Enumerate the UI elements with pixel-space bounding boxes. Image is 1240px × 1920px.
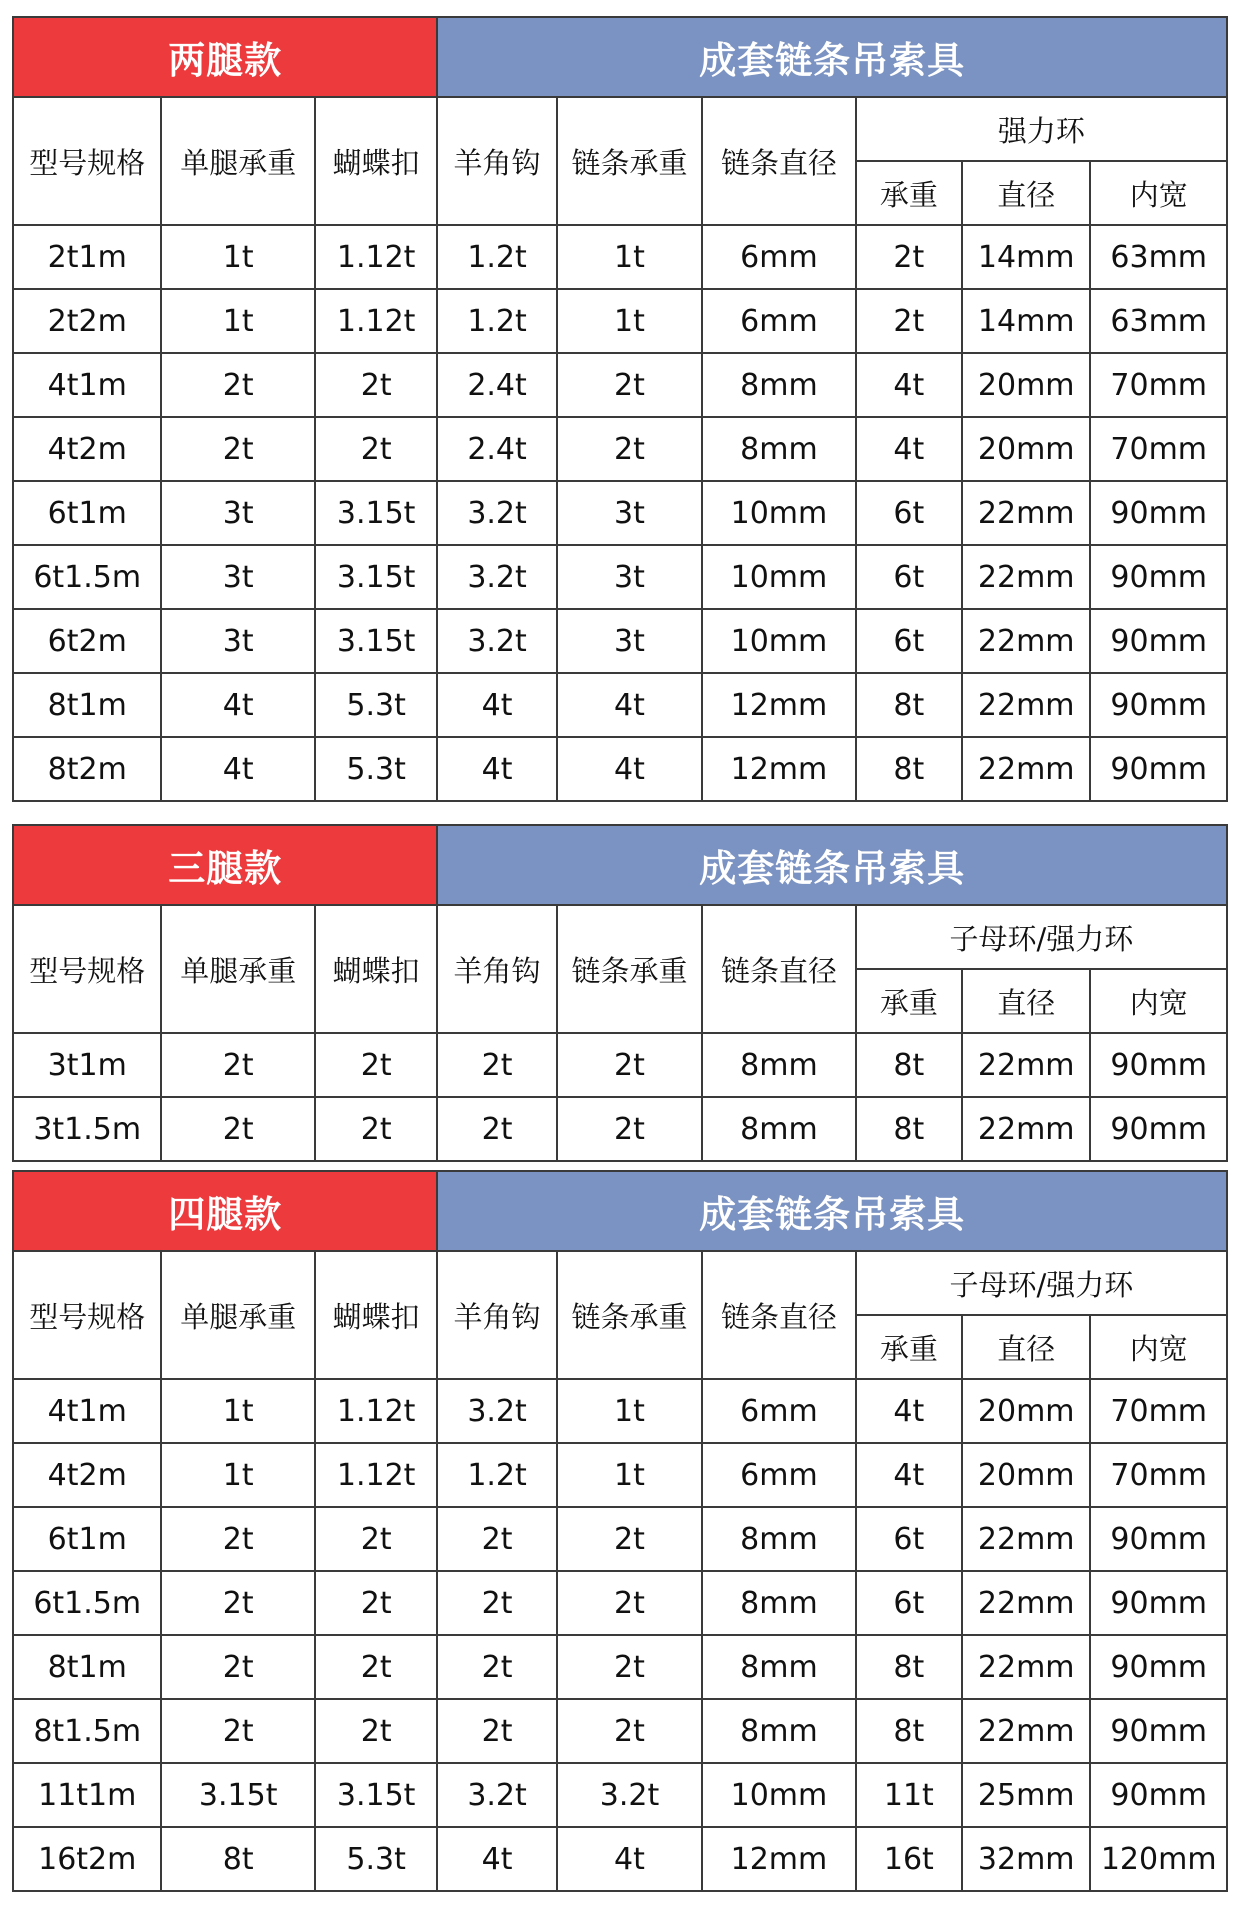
header-turnbuckle: 蝴蝶扣: [315, 1251, 437, 1379]
cell-ring-inner-width: 120mm: [1090, 1827, 1227, 1891]
cell-ring-load: 8t: [856, 1699, 962, 1763]
cell-single-leg-load: 1t: [161, 225, 314, 289]
section-subtitle: 成套链条吊索具: [437, 825, 1227, 905]
header-row: [13, 97, 1227, 161]
cell-chain-load: 2t: [557, 1097, 702, 1161]
cell-hook: 2.4t: [437, 417, 556, 481]
cell-ring-load: 8t: [856, 1635, 962, 1699]
cell-model: 8t1m: [13, 1635, 161, 1699]
cell-hook: 4t: [437, 673, 556, 737]
cell-model: 6t1m: [13, 481, 161, 545]
header-hook: 羊角钩: [437, 1251, 556, 1379]
cell-ring-load: 4t: [856, 353, 962, 417]
cell-ring-diameter: 20mm: [962, 417, 1090, 481]
cell-single-leg-load: 4t: [161, 673, 314, 737]
cell-model: 6t1.5m: [13, 545, 161, 609]
cell-hook: 2.4t: [437, 353, 556, 417]
table-row: [13, 225, 1227, 289]
cell-single-leg-load: 2t: [161, 1571, 314, 1635]
table-row: [13, 1443, 1227, 1507]
header-model: 型号规格: [13, 1251, 161, 1379]
cell-chain-diameter: 6mm: [702, 1443, 855, 1507]
cell-ring-load: 8t: [856, 1033, 962, 1097]
table-row: [13, 609, 1227, 673]
cell-model: 4t2m: [13, 1443, 161, 1507]
cell-turnbuckle: 5.3t: [315, 737, 437, 801]
cell-chain-diameter: 6mm: [702, 1379, 855, 1443]
cell-chain-load: 3t: [557, 481, 702, 545]
cell-chain-diameter: 8mm: [702, 1033, 855, 1097]
cell-turnbuckle: 3.15t: [315, 1763, 437, 1827]
table-row: [13, 1699, 1227, 1763]
header-chain-load: 链条承重: [557, 1251, 702, 1379]
cell-chain-load: 4t: [557, 1827, 702, 1891]
header-chain-diameter: 链条直径: [702, 905, 855, 1033]
table-row: [13, 1033, 1227, 1097]
title-row: [13, 1171, 1227, 1251]
cell-chain-load: 2t: [557, 417, 702, 481]
cell-single-leg-load: 3t: [161, 609, 314, 673]
cell-single-leg-load: 1t: [161, 289, 314, 353]
cell-turnbuckle: 1.12t: [315, 1443, 437, 1507]
cell-single-leg-load: 1t: [161, 1443, 314, 1507]
cell-model: 4t1m: [13, 1379, 161, 1443]
cell-chain-diameter: 6mm: [702, 289, 855, 353]
cell-turnbuckle: 2t: [315, 417, 437, 481]
header-ring-group: 子母环/强力环: [856, 1251, 1227, 1315]
table-row: [13, 1763, 1227, 1827]
cell-model: 6t2m: [13, 609, 161, 673]
cell-hook: 2t: [437, 1635, 556, 1699]
cell-ring-inner-width: 90mm: [1090, 481, 1227, 545]
cell-chain-load: 2t: [557, 353, 702, 417]
title-row: [13, 17, 1227, 97]
cell-single-leg-load: 3.15t: [161, 1763, 314, 1827]
cell-chain-diameter: 12mm: [702, 673, 855, 737]
cell-ring-inner-width: 70mm: [1090, 353, 1227, 417]
cell-ring-inner-width: 90mm: [1090, 1033, 1227, 1097]
cell-turnbuckle: 5.3t: [315, 1827, 437, 1891]
cell-ring-inner-width: 90mm: [1090, 609, 1227, 673]
cell-ring-diameter: 14mm: [962, 225, 1090, 289]
cell-chain-load: 1t: [557, 225, 702, 289]
table-row: [13, 417, 1227, 481]
cell-model: 3t1.5m: [13, 1097, 161, 1161]
cell-single-leg-load: 2t: [161, 1699, 314, 1763]
table-row: [13, 481, 1227, 545]
cell-ring-diameter: 22mm: [962, 481, 1090, 545]
cell-ring-load: 6t: [856, 545, 962, 609]
cell-chain-diameter: 10mm: [702, 1763, 855, 1827]
cell-ring-inner-width: 63mm: [1090, 289, 1227, 353]
cell-single-leg-load: 2t: [161, 417, 314, 481]
cell-ring-diameter: 32mm: [962, 1827, 1090, 1891]
header-single-leg-load: 单腿承重: [161, 1251, 314, 1379]
header-single-leg-load: 单腿承重: [161, 97, 314, 225]
cell-chain-diameter: 12mm: [702, 1827, 855, 1891]
cell-ring-inner-width: 90mm: [1090, 545, 1227, 609]
cell-hook: 2t: [437, 1507, 556, 1571]
cell-ring-inner-width: 90mm: [1090, 737, 1227, 801]
header-ring-diameter: 直径: [962, 969, 1090, 1033]
cell-ring-inner-width: 90mm: [1090, 1699, 1227, 1763]
cell-ring-diameter: 22mm: [962, 1699, 1090, 1763]
cell-turnbuckle: 2t: [315, 1699, 437, 1763]
cell-ring-diameter: 22mm: [962, 737, 1090, 801]
cell-ring-diameter: 14mm: [962, 289, 1090, 353]
section-subtitle: 成套链条吊索具: [437, 1171, 1227, 1251]
header-ring-inner-width: 内宽: [1090, 161, 1227, 225]
cell-chain-load: 2t: [557, 1033, 702, 1097]
cell-single-leg-load: 2t: [161, 1507, 314, 1571]
cell-ring-diameter: 22mm: [962, 673, 1090, 737]
cell-hook: 2t: [437, 1699, 556, 1763]
cell-ring-diameter: 22mm: [962, 1571, 1090, 1635]
cell-chain-diameter: 6mm: [702, 225, 855, 289]
cell-ring-inner-width: 70mm: [1090, 417, 1227, 481]
cell-single-leg-load: 4t: [161, 737, 314, 801]
spec-table: [12, 1170, 1228, 1892]
cell-hook: 1.2t: [437, 225, 556, 289]
cell-chain-load: 1t: [557, 1443, 702, 1507]
cell-ring-diameter: 20mm: [962, 353, 1090, 417]
header-ring-diameter: 直径: [962, 1315, 1090, 1379]
cell-model: 3t1m: [13, 1033, 161, 1097]
cell-single-leg-load: 3t: [161, 481, 314, 545]
header-row: [13, 1251, 1227, 1315]
header-ring-inner-width: 内宽: [1090, 969, 1227, 1033]
cell-turnbuckle: 2t: [315, 1507, 437, 1571]
cell-ring-load: 6t: [856, 609, 962, 673]
cell-chain-diameter: 8mm: [702, 1507, 855, 1571]
cell-ring-diameter: 25mm: [962, 1763, 1090, 1827]
cell-ring-diameter: 20mm: [962, 1443, 1090, 1507]
table-row: [13, 353, 1227, 417]
cell-turnbuckle: 2t: [315, 1033, 437, 1097]
cell-hook: 4t: [437, 737, 556, 801]
cell-chain-diameter: 12mm: [702, 737, 855, 801]
cell-ring-diameter: 22mm: [962, 609, 1090, 673]
cell-hook: 3.2t: [437, 545, 556, 609]
cell-chain-diameter: 8mm: [702, 1097, 855, 1161]
cell-ring-diameter: 22mm: [962, 1097, 1090, 1161]
header-model: 型号规格: [13, 905, 161, 1033]
cell-model: 16t2m: [13, 1827, 161, 1891]
cell-hook: 3.2t: [437, 481, 556, 545]
cell-chain-diameter: 8mm: [702, 417, 855, 481]
cell-model: 2t2m: [13, 289, 161, 353]
table-row: [13, 1635, 1227, 1699]
cell-hook: 3.2t: [437, 1763, 556, 1827]
cell-model: 8t1.5m: [13, 1699, 161, 1763]
cell-ring-inner-width: 90mm: [1090, 1097, 1227, 1161]
cell-single-leg-load: 8t: [161, 1827, 314, 1891]
cell-chain-load: 3t: [557, 545, 702, 609]
section-title: 两腿款: [13, 17, 437, 97]
cell-turnbuckle: 3.15t: [315, 545, 437, 609]
cell-chain-load: 1t: [557, 289, 702, 353]
header-ring-load: 承重: [856, 161, 962, 225]
cell-ring-diameter: 22mm: [962, 1635, 1090, 1699]
cell-hook: 2t: [437, 1097, 556, 1161]
table-row: [13, 289, 1227, 353]
cell-turnbuckle: 2t: [315, 353, 437, 417]
cell-single-leg-load: 2t: [161, 353, 314, 417]
cell-single-leg-load: 2t: [161, 1635, 314, 1699]
cell-model: 6t1m: [13, 1507, 161, 1571]
cell-model: 4t2m: [13, 417, 161, 481]
header-model: 型号规格: [13, 97, 161, 225]
cell-ring-inner-width: 90mm: [1090, 1507, 1227, 1571]
cell-chain-load: 2t: [557, 1635, 702, 1699]
title-row: [13, 825, 1227, 905]
cell-ring-diameter: 22mm: [962, 1033, 1090, 1097]
cell-chain-diameter: 10mm: [702, 545, 855, 609]
spec-table: [12, 16, 1228, 802]
table-row: [13, 1827, 1227, 1891]
cell-ring-load: 16t: [856, 1827, 962, 1891]
table-row: [13, 545, 1227, 609]
cell-chain-diameter: 10mm: [702, 609, 855, 673]
table-row: [13, 673, 1227, 737]
cell-model: 6t1.5m: [13, 1571, 161, 1635]
cell-chain-diameter: 10mm: [702, 481, 855, 545]
header-turnbuckle: 蝴蝶扣: [315, 905, 437, 1033]
header-ring-inner-width: 内宽: [1090, 1315, 1227, 1379]
table-row: [13, 1571, 1227, 1635]
cell-model: 8t1m: [13, 673, 161, 737]
cell-chain-diameter: 8mm: [702, 353, 855, 417]
cell-turnbuckle: 2t: [315, 1097, 437, 1161]
cell-turnbuckle: 3.15t: [315, 609, 437, 673]
cell-ring-inner-width: 63mm: [1090, 225, 1227, 289]
header-ring-group: 子母环/强力环: [856, 905, 1227, 969]
cell-turnbuckle: 3.15t: [315, 481, 437, 545]
cell-ring-load: 11t: [856, 1763, 962, 1827]
cell-ring-inner-width: 70mm: [1090, 1443, 1227, 1507]
header-turnbuckle: 蝴蝶扣: [315, 97, 437, 225]
header-chain-diameter: 链条直径: [702, 97, 855, 225]
cell-chain-load: 2t: [557, 1507, 702, 1571]
cell-ring-load: 2t: [856, 289, 962, 353]
cell-hook: 2t: [437, 1033, 556, 1097]
cell-single-leg-load: 3t: [161, 545, 314, 609]
cell-ring-diameter: 22mm: [962, 545, 1090, 609]
header-chain-diameter: 链条直径: [702, 1251, 855, 1379]
header-ring-diameter: 直径: [962, 161, 1090, 225]
cell-ring-diameter: 22mm: [962, 1507, 1090, 1571]
cell-ring-load: 2t: [856, 225, 962, 289]
cell-ring-inner-width: 90mm: [1090, 1635, 1227, 1699]
header-row: [13, 905, 1227, 969]
cell-chain-load: 2t: [557, 1571, 702, 1635]
cell-ring-load: 4t: [856, 417, 962, 481]
cell-ring-load: 6t: [856, 481, 962, 545]
cell-ring-inner-width: 90mm: [1090, 1763, 1227, 1827]
header-hook: 羊角钩: [437, 905, 556, 1033]
cell-turnbuckle: 2t: [315, 1571, 437, 1635]
cell-single-leg-load: 2t: [161, 1097, 314, 1161]
header-chain-load: 链条承重: [557, 905, 702, 1033]
section-title: 三腿款: [13, 825, 437, 905]
cell-model: 4t1m: [13, 353, 161, 417]
table-row: [13, 737, 1227, 801]
cell-chain-load: 2t: [557, 1699, 702, 1763]
cell-ring-inner-width: 90mm: [1090, 1571, 1227, 1635]
cell-hook: 1.2t: [437, 1443, 556, 1507]
section-subtitle: 成套链条吊索具: [437, 17, 1227, 97]
cell-turnbuckle: 1.12t: [315, 225, 437, 289]
cell-ring-inner-width: 70mm: [1090, 1379, 1227, 1443]
cell-turnbuckle: 5.3t: [315, 673, 437, 737]
header-hook: 羊角钩: [437, 97, 556, 225]
table-row: [13, 1379, 1227, 1443]
spec-table: [12, 824, 1228, 1162]
cell-ring-inner-width: 90mm: [1090, 673, 1227, 737]
cell-model: 2t1m: [13, 225, 161, 289]
cell-hook: 3.2t: [437, 609, 556, 673]
cell-single-leg-load: 2t: [161, 1033, 314, 1097]
cell-hook: 1.2t: [437, 289, 556, 353]
table-row: [13, 1507, 1227, 1571]
cell-chain-load: 4t: [557, 737, 702, 801]
cell-ring-load: 6t: [856, 1507, 962, 1571]
cell-chain-diameter: 8mm: [702, 1635, 855, 1699]
cell-ring-load: 8t: [856, 673, 962, 737]
cell-hook: 4t: [437, 1827, 556, 1891]
cell-chain-diameter: 8mm: [702, 1699, 855, 1763]
cell-model: 11t1m: [13, 1763, 161, 1827]
cell-chain-load: 4t: [557, 673, 702, 737]
header-ring-load: 承重: [856, 969, 962, 1033]
cell-chain-load: 3.2t: [557, 1763, 702, 1827]
cell-ring-load: 6t: [856, 1571, 962, 1635]
cell-turnbuckle: 2t: [315, 1635, 437, 1699]
header-single-leg-load: 单腿承重: [161, 905, 314, 1033]
cell-ring-load: 8t: [856, 1097, 962, 1161]
cell-chain-load: 3t: [557, 609, 702, 673]
cell-model: 8t2m: [13, 737, 161, 801]
table-row: [13, 1097, 1227, 1161]
header-ring-group: 强力环: [856, 97, 1227, 161]
cell-hook: 3.2t: [437, 1379, 556, 1443]
cell-ring-load: 8t: [856, 737, 962, 801]
cell-hook: 2t: [437, 1571, 556, 1635]
cell-ring-load: 4t: [856, 1379, 962, 1443]
header-chain-load: 链条承重: [557, 97, 702, 225]
cell-chain-diameter: 8mm: [702, 1571, 855, 1635]
cell-turnbuckle: 1.12t: [315, 289, 437, 353]
cell-turnbuckle: 1.12t: [315, 1379, 437, 1443]
header-ring-load: 承重: [856, 1315, 962, 1379]
cell-ring-load: 4t: [856, 1443, 962, 1507]
cell-ring-diameter: 20mm: [962, 1379, 1090, 1443]
section-title: 四腿款: [13, 1171, 437, 1251]
cell-chain-load: 1t: [557, 1379, 702, 1443]
cell-single-leg-load: 1t: [161, 1379, 314, 1443]
